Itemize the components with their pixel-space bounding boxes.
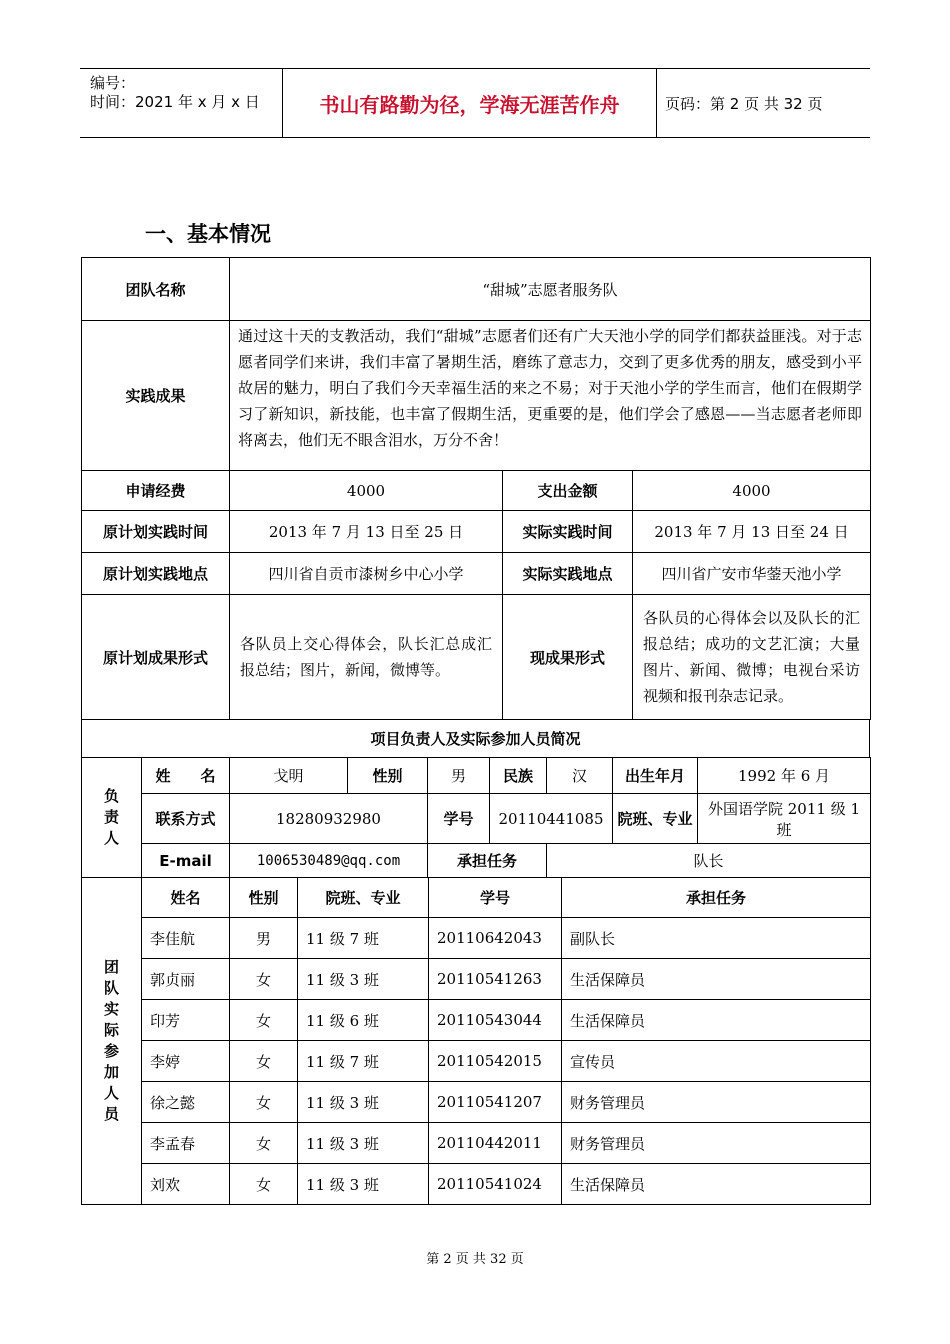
col-header-task: 承担任务 [562,878,871,918]
members-side-label: 团队实际参加人员 [82,878,142,1205]
leader-gender-value: 男 [428,758,490,794]
result-text: 通过这十天的支教活动，我们“甜城”志愿者们还有广大天池小学的同学们都获益匪浅。对于志愿者同学们来讲，我们丰富了暑期生活，磨练了意志力，交到了更多优秀的朋友，感受到小平故居的魅力，明白了我们今天幸福生活的来之不易；对于天池小学的学生而言，他们在假期学习了新知识，新技能，也丰富了假期生活，更重要的是，他们学会了感恩——当志愿者老师即将离去，他们无不眼含泪水，万分不舍！ [230,321,871,471]
table-row [82,1000,871,1041]
leader-birth-value: 1992 年 6 月 [698,758,871,794]
leader-ethnic-label: 民族 [490,758,547,794]
members-table [81,877,871,1205]
result-label: 实践成果 [82,321,230,471]
member-name: 郭贞丽 [142,959,230,1000]
col-header-name: 姓名 [142,878,230,918]
page-footer: 第 2 页 共 32 页 [426,1252,524,1267]
table-row [82,1123,871,1164]
actual-form-label: 现成果形式 [503,595,633,720]
member-gender: 女 [230,1164,298,1205]
member-id: 20110542015 [429,1041,562,1082]
actual-form-value: 各队员的心得体会以及队长的汇报总结；成功的文艺汇演；大量图片、新闻、微博；电视台采访视频和报刊杂志记录。 [633,595,871,720]
leader-dept-value: 外国语学院 2011 级 1 班 [698,794,871,844]
col-header-class: 院班、专业 [298,878,429,918]
leader-side-label: 负责人 [82,758,142,878]
actual-place-value: 四川省广安市华蓥天池小学 [633,553,871,595]
table-row [82,1164,871,1205]
member-name: 刘欢 [142,1164,230,1205]
people-section-label: 项目负责人及实际参加人员简况 [82,720,870,758]
page-header [80,68,870,138]
member-gender: 女 [230,1123,298,1164]
member-id: 20110541024 [429,1164,562,1205]
col-header-id: 学号 [429,878,562,918]
member-name: 李孟春 [142,1123,230,1164]
actual-time-label: 实际实践时间 [503,511,633,553]
people-header-table [81,719,870,758]
member-id: 20110543044 [429,1000,562,1041]
basic-info-table [81,257,871,720]
leader-contact-label: 联系方式 [142,794,230,844]
leader-email-label: E-mail [142,844,230,878]
plan-time-label: 原计划实践时间 [82,511,230,553]
col-header-gender: 性别 [230,878,298,918]
member-gender: 女 [230,1041,298,1082]
spend-label: 支出金额 [503,471,633,511]
leader-id-label: 学号 [428,794,490,844]
member-id: 20110541207 [429,1082,562,1123]
member-task: 宣传员 [562,1041,871,1082]
leader-task-label: 承担任务 [428,844,547,878]
member-class: 11 级 7 班 [298,1041,429,1082]
header-meta [80,69,283,137]
fund-value: 4000 [230,471,503,511]
member-class: 11 级 3 班 [298,1164,429,1205]
leader-contact-value: 18280932980 [230,794,428,844]
member-task: 财务管理员 [562,1082,871,1123]
member-gender: 女 [230,959,298,1000]
leader-email-value: 1006530489@qq.com [230,844,428,878]
member-class: 11 级 3 班 [298,959,429,1000]
member-class: 11 级 3 班 [298,1082,429,1123]
header-page-info: 页码：第 2 页 共 32 页 [665,94,823,113]
section-title: 一、基本情况 [145,222,271,246]
header-motto: 书山有路勤为径，学海无涯苦作舟 [283,69,657,137]
plan-form-label: 原计划成果形式 [82,595,230,720]
team-name-label: 团队名称 [82,258,230,321]
member-name: 李佳航 [142,918,230,959]
doc-time-label: 时间：2021 年 x 月 x 日 [90,93,260,111]
leader-task-value: 队长 [547,844,871,878]
leader-gender-label: 性别 [348,758,428,794]
leader-name-label: 姓 名 [142,758,230,794]
member-gender: 女 [230,1082,298,1123]
leader-id-value: 20110441085 [490,794,613,844]
member-name: 徐之懿 [142,1082,230,1123]
plan-place-label: 原计划实践地点 [82,553,230,595]
member-name: 印芳 [142,1000,230,1041]
leader-ethnic-value: 汉 [547,758,613,794]
actual-place-label: 实际实践地点 [503,553,633,595]
plan-place-value: 四川省自贡市漆树乡中心小学 [230,553,503,595]
table-row [82,918,871,959]
leader-birth-label: 出生年月 [613,758,698,794]
member-id: 20110541263 [429,959,562,1000]
spend-value: 4000 [633,471,871,511]
member-task: 生活保障员 [562,959,871,1000]
member-id: 20110642043 [429,918,562,959]
member-task: 生活保障员 [562,1000,871,1041]
member-task: 财务管理员 [562,1123,871,1164]
plan-time-value: 2013 年 7 月 13 日至 25 日 [230,511,503,553]
member-id: 20110442011 [429,1123,562,1164]
fund-label: 申请经费 [82,471,230,511]
actual-time-value: 2013 年 7 月 13 日至 24 日 [633,511,871,553]
leader-table [81,757,871,878]
member-task: 副队长 [562,918,871,959]
team-name-value: “甜城”志愿者服务队 [230,258,871,321]
leader-dept-label: 院班、专业 [613,794,698,844]
member-class: 11 级 7 班 [298,918,429,959]
member-class: 11 级 3 班 [298,1123,429,1164]
member-gender: 女 [230,1000,298,1041]
leader-name-value: 戈明 [230,758,348,794]
table-row [82,1041,871,1082]
table-row [82,959,871,1000]
member-gender: 男 [230,918,298,959]
member-task: 生活保障员 [562,1164,871,1205]
member-name: 李婷 [142,1041,230,1082]
doc-number-label: 编号： [90,74,136,92]
table-row [82,1082,871,1123]
member-class: 11 级 6 班 [298,1000,429,1041]
plan-form-value: 各队员上交心得体会，队长汇总成汇报总结；图片，新闻，微博等。 [230,595,503,720]
